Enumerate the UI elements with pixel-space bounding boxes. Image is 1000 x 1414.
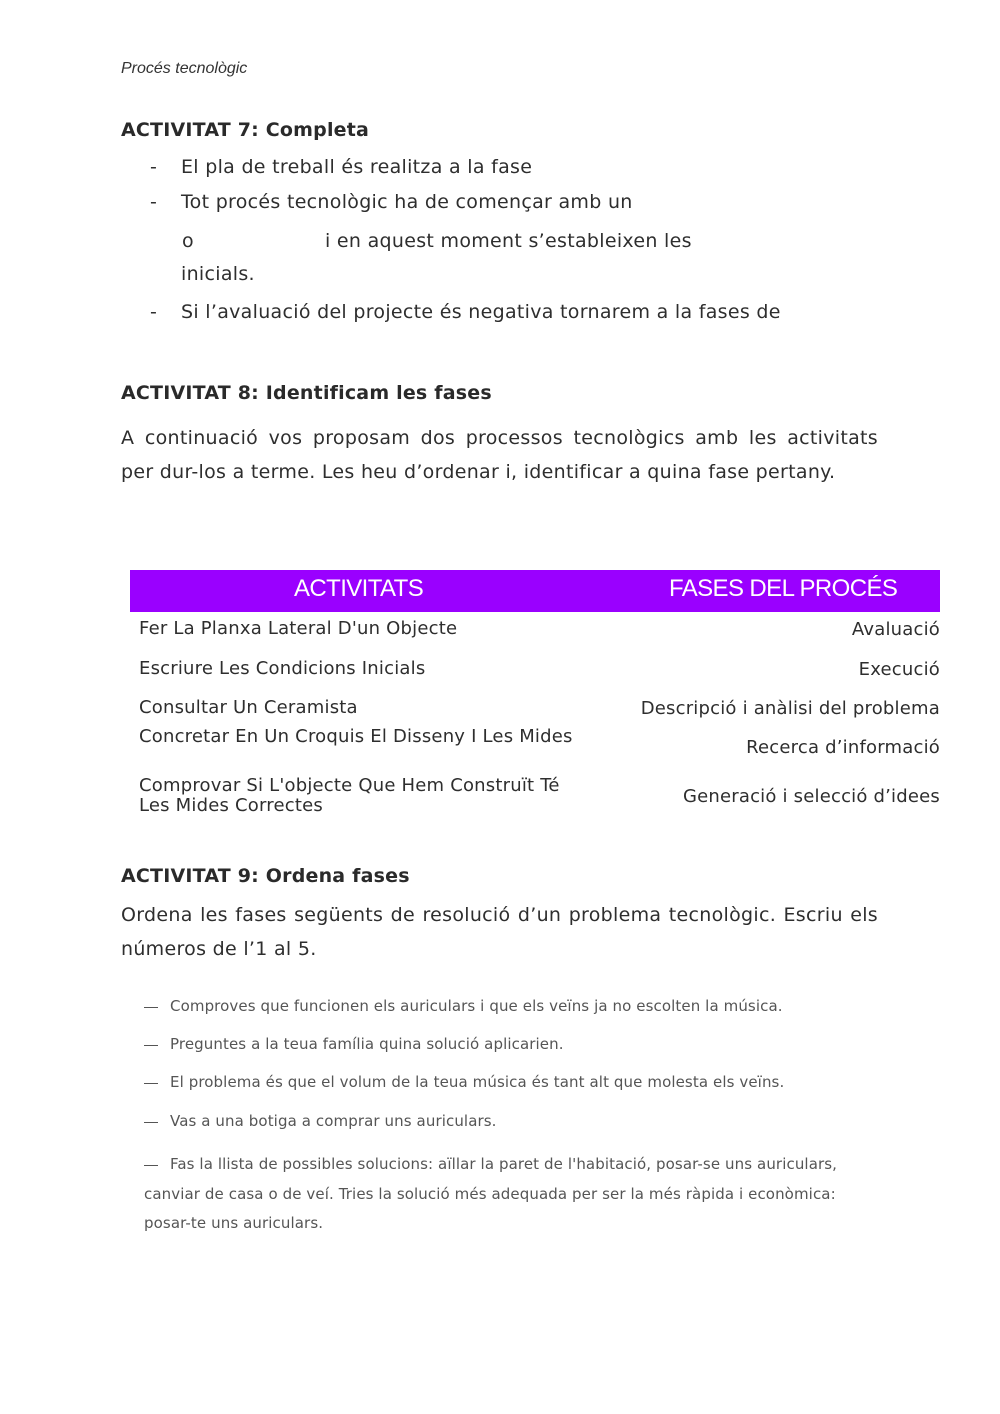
activity9-intro: Ordena les fases següents de resolució d’un problema tecnològic. Escriu els números de l’1 al 5. [121, 904, 878, 960]
activity7-item-2-cont-o: o [182, 230, 194, 252]
table-cell-activity: Comprovar Si L'objecte Que Hem Construït Té Les Mides Correctes [139, 775, 560, 816]
order-item: Vas a una botiga a comprar uns auriculars. [144, 1112, 497, 1130]
page-header-title: Procés tecnològic [121, 60, 248, 77]
table-cell-phase: Avaluació [851, 619, 940, 640]
column-header-activitats: ACTIVITATS [294, 575, 424, 602]
table-cell-activity: Consultar Un Ceramista [139, 697, 358, 718]
activity8-intro: A continuació vos proposam dos processos tecnològics amb les activitats per dur-los a terme. Les heu d’ordenar i, identificar a quina fase pertany. [121, 427, 878, 483]
activity7-item-1: El pla de treball és realitza a la fase [181, 156, 533, 178]
answer-blank[interactable] [144, 1045, 158, 1046]
order-item: Comproves que funcionen els auriculars i que els veïns ja no escolten la música. [144, 997, 783, 1015]
table-cell-activity: Concretar En Un Croquis El Disseny I Les Mides [139, 726, 573, 747]
table-cell-phase: Generació i selecció d’idees [682, 786, 940, 807]
activity7-item-3: Si l’avaluació del projecte és negativa tornarem a la fases de [181, 301, 781, 323]
activity7-item-2: Tot procés tecnològic ha de començar amb un [181, 191, 633, 213]
table-header [130, 570, 940, 612]
bullet-dash: - [150, 156, 157, 178]
table-cell-activity: Fer La Planxa Lateral D'un Objecte [139, 618, 458, 639]
answer-blank[interactable] [144, 1083, 158, 1084]
order-item: Preguntes a la teua família quina solució aplicarien. [144, 1035, 564, 1053]
answer-blank[interactable] [144, 1165, 158, 1166]
order-item: El problema és que el volum de la teua música és tant alt que molesta els veïns. [144, 1073, 784, 1091]
table-cell-activity: Escriure Les Condicions Inicials [139, 658, 426, 679]
activity7-item-2-cont-line2: inicials. [181, 263, 255, 285]
answer-blank[interactable] [144, 1007, 158, 1008]
activity9-heading: ACTIVITAT 9: Ordena fases [121, 865, 410, 887]
bullet-dash: - [150, 301, 157, 323]
activity8-heading: ACTIVITAT 8: Identificam les fases [121, 382, 492, 404]
answer-blank[interactable] [144, 1122, 158, 1123]
table-cell-phase: Execució [858, 659, 940, 680]
activity7-heading: ACTIVITAT 7: Completa [121, 119, 370, 141]
table-cell-phase: Descripció i anàlisi del problema [640, 698, 940, 719]
table-cell-phase: Recerca d’informació [746, 737, 940, 758]
order-item: Fas la llista de possibles solucions: aïllar la paret de l'habitació, posar-se uns auriculars, canviar de casa o de veí. Tries la solució més adequada per ser la més ràpida i econòmica: posar-te uns auriculars. [144, 1155, 838, 1232]
column-header-fases: FASES DEL PROCÉS [669, 575, 898, 602]
activity7-item-2-cont: i en aquest moment s’estableixen les [325, 230, 692, 252]
bullet-dash: - [150, 191, 157, 213]
